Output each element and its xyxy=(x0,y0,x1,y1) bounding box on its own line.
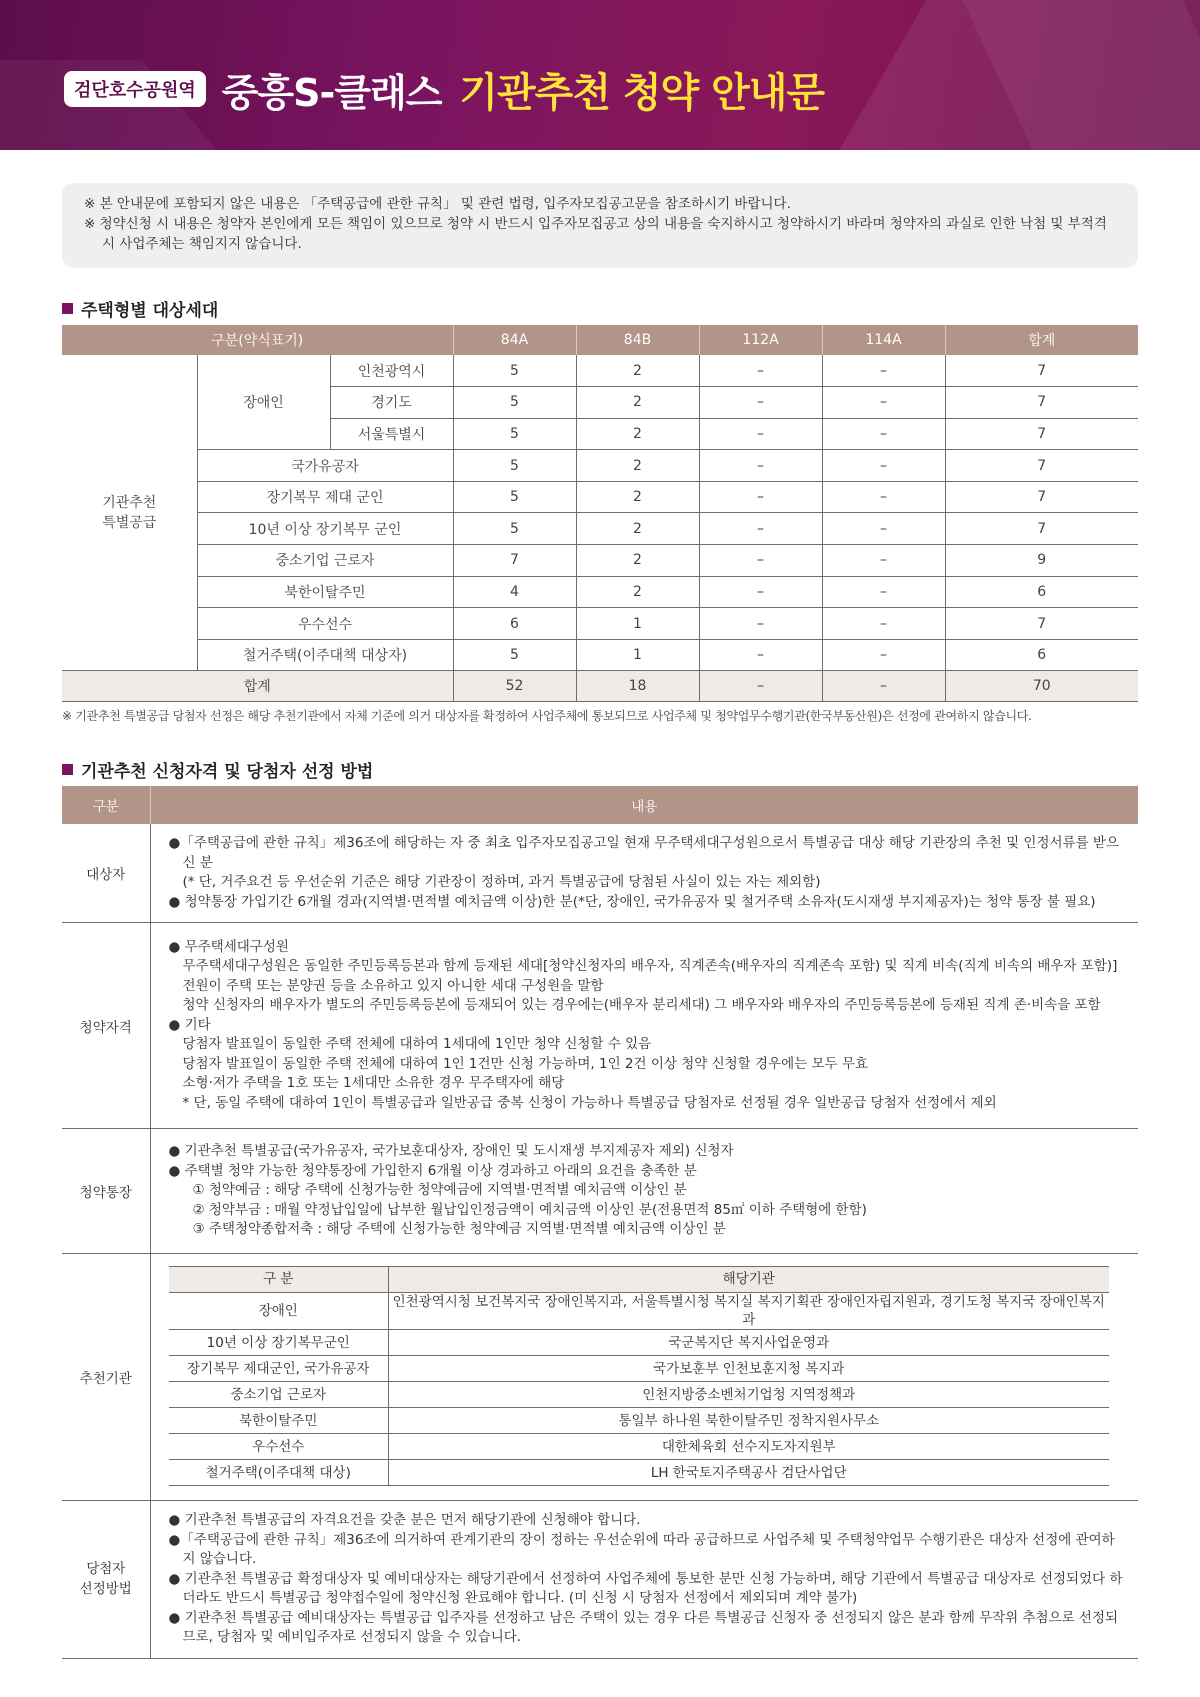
column-header: 구 분 xyxy=(169,1267,389,1293)
table-cell: 2 xyxy=(576,576,699,608)
table-cell: 7 xyxy=(945,355,1138,387)
row-label: 국가유공자 xyxy=(197,450,453,482)
square-bullet-icon xyxy=(62,303,73,314)
row-category: 청약통장 xyxy=(62,1129,150,1254)
table-cell: 6 xyxy=(945,576,1138,608)
row-content xyxy=(150,923,1138,1129)
row-label: 인천광역시 xyxy=(330,355,453,387)
bullet-line: ●「주택공급에 관한 규칙」제36조에 해당하는 자 중 최초 입주자모집공고일 현재 무주택세대구성원으로서 특별공급 대상 해당 기관장의 추천 및 인정서류를 받으신 분 xyxy=(168,835,1119,871)
table-cell: 5 xyxy=(453,481,576,513)
table-cell: 18 xyxy=(576,671,699,702)
column-header: 합계 xyxy=(945,325,1138,355)
table-cell: 1 xyxy=(576,608,699,640)
subgroup-label: 장애인 xyxy=(197,355,330,450)
table-row xyxy=(169,1460,1109,1486)
table-cell: 5 xyxy=(453,450,576,482)
sub-line: 당첨자 발표일이 동일한 주택 전체에 대하여 1인 1건만 신청 가능하며, 1인 2건 이상 청약 신청할 경우에는 모두 무효 xyxy=(182,1055,868,1072)
table-cell: 5 xyxy=(453,513,576,545)
row-label: 북한이탈주민 xyxy=(197,576,453,608)
table-cell: 2 xyxy=(576,450,699,482)
table-cell: 5 xyxy=(453,639,576,671)
row-label: 경기도 xyxy=(330,387,453,419)
notice-line: ※ 본 안내문에 포함되지 않은 내용은 「주택공급에 관한 규칙」 및 관련 법령, 입주자모집공고문을 참조하시기 바랍니다. xyxy=(84,196,791,212)
section-title xyxy=(62,757,373,782)
table-row xyxy=(169,1293,1109,1330)
table-row xyxy=(169,1434,1109,1460)
table-row xyxy=(62,923,1138,1129)
agency-name: 국가보훈부 인천보훈지청 복지과 xyxy=(389,1356,1109,1382)
bullet-line: ● 기관추천 특별공급의 자격요건을 갖춘 분은 먼저 해당기관에 신청해야 합니다. xyxy=(168,1512,641,1528)
table-cell: 6 xyxy=(945,639,1138,671)
table-row xyxy=(169,1356,1109,1382)
table-row xyxy=(62,355,1138,387)
row-category: 대상자 xyxy=(62,824,150,923)
table-cell: 7 xyxy=(453,545,576,577)
agency-category: 장애인 xyxy=(169,1293,389,1330)
row-category: 청약자격 xyxy=(62,923,150,1129)
sub-line: 무주택세대구성원은 동일한 주민등록등본과 함께 등재된 세대[청약신청자의 배우자, 직계존속(배우자의 직계존속 포함) 및 직계 비속(직계 비속의 배우자 포함)] 전원이 주택 또는 분양권 등을 소유하고 있지 아니한 세대 구성원을 말함 xyxy=(182,958,1118,994)
table-cell: 7 xyxy=(945,513,1138,545)
brand-name: 중흥S-클래스 xyxy=(221,70,442,115)
column-header: 해당기관 xyxy=(389,1267,1109,1293)
sub-line: ② 청약부금 : 매월 약정납입일에 납부한 월납입인정금액이 예치금액 이상인 분(전용면적 85㎡ 이하 주택형에 한함) xyxy=(192,1201,867,1218)
column-header: 84A xyxy=(453,325,576,355)
table-row xyxy=(62,1129,1138,1254)
column-header: 구분(약식표기) xyxy=(62,325,453,355)
agency-name: 인천광역시청 보건복지국 장애인복지과, 서울특별시청 복지실 복지기획관 장애인자립지원과, 경기도청 복지국 장애인복지과 xyxy=(389,1293,1109,1330)
sub-line: (* 단, 거주요건 등 우선순위 기준은 해당 기관장이 정하며, 과거 특별공급에 당첨된 사실이 있는 자는 제외함) xyxy=(182,874,821,890)
column-header: 84B xyxy=(576,325,699,355)
table-cell: – xyxy=(822,513,945,545)
bullet-line: ● 청약통장 가입기간 6개월 경과(지역별·면적별 예치금액 이상)한 분(*단, 장애인, 국가유공자 및 철거주택 소유자(도시재생 부지제공자)는 청약 통장 불 필요) xyxy=(168,893,1096,910)
table-row xyxy=(62,608,1138,640)
section-title-text: 주택형별 대상세대 xyxy=(81,301,219,321)
sub-line: 청약 신청자의 배우자가 별도의 주민등록등본에 등재되어 있는 경우에는(배우자 분리세대) 그 배우자와 배우자의 주민등록등본에 등재된 직계 존·비속을 포함 xyxy=(182,997,1101,1014)
table-cell: – xyxy=(822,450,945,482)
section-title-text: 기관추천 신청자격 및 당첨자 선정 방법 xyxy=(81,762,374,782)
table-cell: 6 xyxy=(453,608,576,640)
bullet-line: ● 무주택세대구성원 xyxy=(168,938,289,955)
sub-line: * 단, 동일 주택에 대하여 1인이 특별공급과 일반공급 중복 신청이 가능하나 특별공급 당첨자로 선정될 경우 일반공급 당첨자 선정에서 제외 xyxy=(182,1094,997,1111)
agency-name: 국군복지단 복지사업운영과 xyxy=(389,1330,1109,1356)
table-row xyxy=(62,639,1138,671)
table-cell: – xyxy=(822,355,945,387)
table-cell: – xyxy=(699,545,822,577)
table-cell: 1 xyxy=(576,639,699,671)
table-row xyxy=(62,481,1138,513)
agency-name: 인천지방중소벤처기업청 지역정책과 xyxy=(389,1382,1109,1408)
table-row xyxy=(62,1254,1138,1501)
sub-line: ① 청약예금 : 해당 주택에 신청가능한 청약예금에 지역별·면적별 예치금액 이상인 분 xyxy=(192,1182,687,1199)
table-row xyxy=(62,545,1138,577)
agency-table xyxy=(169,1266,1109,1486)
table-cell: – xyxy=(699,481,822,513)
table-cell: – xyxy=(699,387,822,419)
table-cell: 2 xyxy=(576,513,699,545)
agency-category: 철거주택(이주대책 대상) xyxy=(169,1460,389,1486)
table-cell: 70 xyxy=(945,671,1138,702)
row-content xyxy=(150,1254,1138,1501)
agency-category: 우수선수 xyxy=(169,1434,389,1460)
table-cell: 2 xyxy=(576,418,699,450)
column-header: 114A xyxy=(822,325,945,355)
agency-name: 통일부 하나원 북한이탈주민 정착지원사무소 xyxy=(389,1408,1109,1434)
group-label: 기관추천 특별공급 xyxy=(62,355,197,671)
table-cell: – xyxy=(699,639,822,671)
notice-box xyxy=(62,183,1138,268)
row-label: 10년 이상 장기복무 군인 xyxy=(197,513,453,545)
square-bullet-icon xyxy=(62,764,73,775)
row-label: 서울특별시 xyxy=(330,418,453,450)
sub-line: 소형·저가 주택을 1호 또는 1세대만 소유한 경우 무주택자에 해당 xyxy=(182,1075,565,1092)
table-row xyxy=(62,513,1138,545)
table-cell: – xyxy=(699,513,822,545)
table-cell: 7 xyxy=(945,418,1138,450)
table-row xyxy=(62,824,1138,923)
bullet-line: ● 기타 xyxy=(168,1016,211,1033)
row-category: 추천기관 xyxy=(62,1254,150,1501)
table-cell: – xyxy=(822,387,945,419)
table-cell: 2 xyxy=(576,355,699,387)
table-row xyxy=(169,1382,1109,1408)
table-cell: – xyxy=(822,545,945,577)
table-cell: – xyxy=(822,671,945,702)
table-cell: 2 xyxy=(576,545,699,577)
table-cell: 5 xyxy=(453,355,576,387)
table-row xyxy=(62,1501,1138,1659)
table-cell: 5 xyxy=(453,387,576,419)
column-header: 112A xyxy=(699,325,822,355)
table-cell: 7 xyxy=(945,450,1138,482)
table-cell: 7 xyxy=(945,481,1138,513)
column-header: 구분 xyxy=(62,786,150,824)
bullet-line: ● 주택별 청약 가능한 청약통장에 가입한지 6개월 이상 경과하고 아래의 요건을 충족한 분 xyxy=(168,1162,697,1179)
table-cell: 9 xyxy=(945,545,1138,577)
table-cell: – xyxy=(699,608,822,640)
agency-category: 10년 이상 장기복무군인 xyxy=(169,1330,389,1356)
row-content xyxy=(150,824,1138,923)
row-category: 당첨자 선정방법 xyxy=(62,1501,150,1659)
page-title: 기관추천 청약 안내문 xyxy=(459,69,825,116)
row-label: 중소기업 근로자 xyxy=(197,545,453,577)
table-cell: – xyxy=(699,355,822,387)
table-cell: 2 xyxy=(576,387,699,419)
agency-category: 중소기업 근로자 xyxy=(169,1382,389,1408)
bullet-line: ● 기관추천 특별공급 예비대상자는 특별공급 입주자를 선정하고 남은 주택이 있는 경우 다른 특별공급 신청자 중 선정되지 않은 분과 함께 무작위 추첨으로 선정되므로, 당첨자 및 예비입주자로 선정되지 않을 수 있습니다. xyxy=(168,1609,1119,1645)
table-row xyxy=(169,1330,1109,1356)
bullet-line: ● 기관추천 특별공급(국가유공자, 국가보훈대상자, 장애인 및 도시재생 부지제공자 제외) 신청자 xyxy=(168,1143,734,1160)
table-cell: 4 xyxy=(453,576,576,608)
table-cell: 52 xyxy=(453,671,576,702)
table-cell: – xyxy=(822,576,945,608)
row-content xyxy=(150,1501,1138,1659)
section-title xyxy=(62,296,218,321)
table-cell: – xyxy=(822,608,945,640)
bullet-line: ● 기관추천 특별공급 확정대상자 및 예비대상자는 해당기관에서 선정하여 사업주체에 통보한 분만 신청 가능하며, 해당 기관에서 특별공급 대상자로 선정되었다 하더라도 반드시 특별공급 청약접수일에 청약신청 완료해야 합니다. (미 신청 시 당첨자 선정에서 제외되며 계약 불가) xyxy=(168,1570,1123,1606)
table-cell: 7 xyxy=(945,387,1138,419)
row-label: 우수선수 xyxy=(197,608,453,640)
notice-line: ※ 청약신청 시 내용은 청약자 본인에게 모든 책임이 있으므로 청약 시 반드시 입주자모집공고 상의 내용을 숙지하시고 청약하시기 바라며 청약자의 과실로 인한 낙첨 및 부적격 시 사업주체는 책임지지 않습니다. xyxy=(84,216,1107,252)
row-label: 철거주택(이주대책 대상자) xyxy=(197,639,453,671)
table-cell: 2 xyxy=(576,481,699,513)
bullet-line: ●「주택공급에 관한 규칙」제36조에 의거하여 관계기관의 장이 정하는 우선순위에 따라 공급하므로 사업주체 및 주택청약업무 수행기관은 대상자 선정에 관여하지 않습니다. xyxy=(168,1531,1115,1567)
table-row xyxy=(169,1408,1109,1434)
table-cell: – xyxy=(822,481,945,513)
table-row xyxy=(62,576,1138,608)
sub-line: 당첨자 발표일이 동일한 주택 전체에 대하여 1세대에 1인만 청약 신청할 수 있음 xyxy=(182,1036,652,1053)
sub-line: ③ 주택청약종합저축 : 해당 주택에 신청가능한 청약예금 지역별·면적별 예치금액 이상인 분 xyxy=(192,1221,726,1238)
location-badge: 검단호수공원역 xyxy=(64,71,206,107)
table-row xyxy=(62,450,1138,482)
qualification-table xyxy=(62,786,1138,1659)
row-content xyxy=(150,1129,1138,1254)
agency-category: 장기복무 제대군인, 국가유공자 xyxy=(169,1356,389,1382)
agency-name: 대한체육회 선수지도자지원부 xyxy=(389,1434,1109,1460)
table-cell: – xyxy=(699,418,822,450)
total-row xyxy=(62,671,1138,702)
header-banner xyxy=(0,0,1200,150)
table-footnote: ※ 기관추천 특별공급 당첨자 선정은 해당 추천기관에서 자체 기준에 의거 대상자를 확정하여 사업주체에 통보되므로 사업주체 및 청약업무수행기관(한국부동산원)은 선정에 관여하지 않습니다. xyxy=(62,709,1032,723)
table-cell: 7 xyxy=(945,608,1138,640)
table-cell: 5 xyxy=(453,418,576,450)
table-cell: – xyxy=(699,576,822,608)
unit-type-table xyxy=(62,325,1138,702)
title-row xyxy=(64,58,824,120)
table-cell: – xyxy=(822,418,945,450)
column-header: 내용 xyxy=(150,786,1138,824)
agency-category: 북한이탈주민 xyxy=(169,1408,389,1434)
row-label: 장기복무 제대 군인 xyxy=(197,481,453,513)
table-cell: – xyxy=(699,671,822,702)
table-cell: – xyxy=(699,450,822,482)
agency-name: LH 한국토지주택공사 검단사업단 xyxy=(389,1460,1109,1486)
row-label: 합계 xyxy=(62,671,453,702)
table-cell: – xyxy=(822,639,945,671)
